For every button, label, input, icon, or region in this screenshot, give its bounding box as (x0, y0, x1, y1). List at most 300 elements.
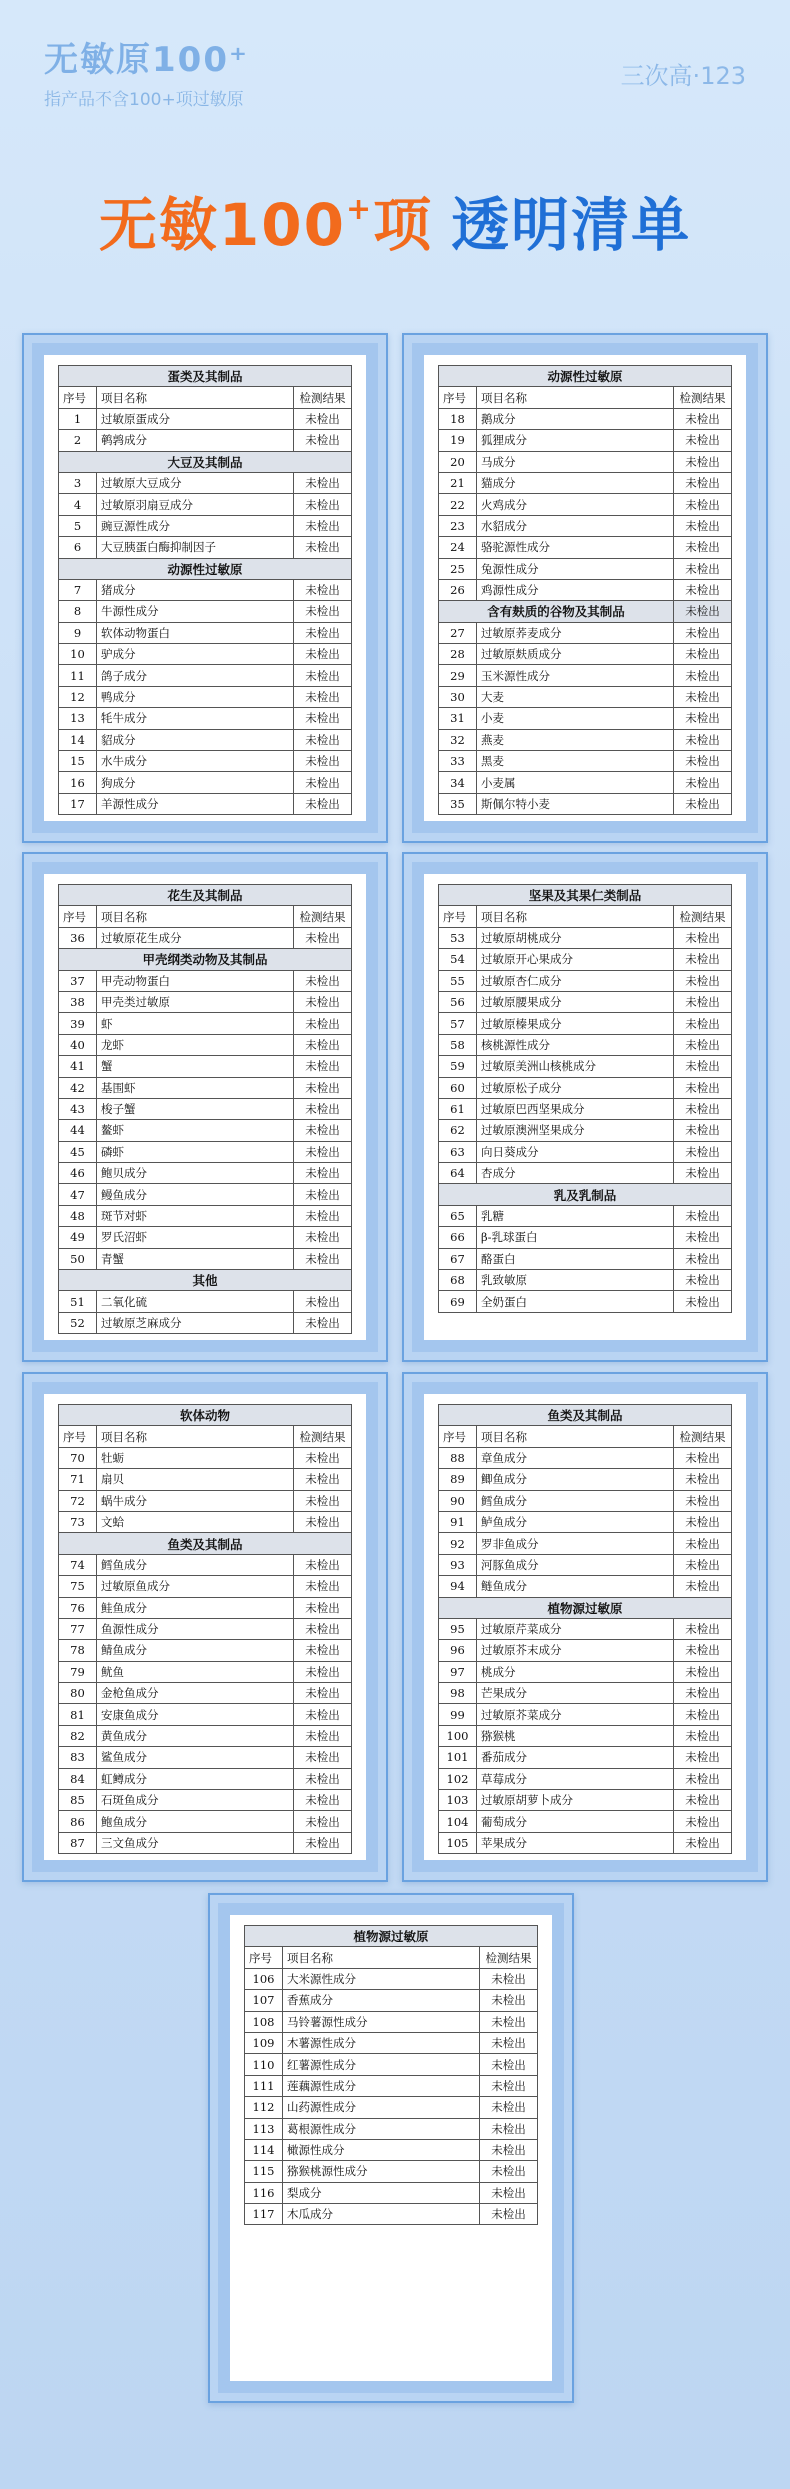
row-result: 未检出 (674, 991, 732, 1012)
section-row (439, 601, 732, 622)
row-result: 未检出 (294, 1661, 352, 1682)
table-row (59, 537, 352, 558)
table-row (59, 472, 352, 493)
row-item-name: 过敏原麸质成分 (477, 644, 674, 665)
row-result: 未检出 (480, 2032, 538, 2053)
table-row (439, 537, 732, 558)
row-item-name: 鲨鱼成分 (97, 1747, 294, 1768)
table-row (439, 793, 732, 814)
row-number: 4 (59, 494, 97, 515)
row-result: 未检出 (674, 1248, 732, 1269)
row-result: 未检出 (294, 1618, 352, 1639)
row-item-name: 安康鱼成分 (97, 1704, 294, 1725)
row-number: 95 (439, 1618, 477, 1639)
row-number: 87 (59, 1832, 97, 1853)
row-number: 1 (59, 408, 97, 429)
row-item-name: 鳌虾 (97, 1120, 294, 1141)
table-row (245, 2075, 538, 2096)
table-row (59, 927, 352, 948)
page-title (0, 178, 790, 262)
row-item-name: 牡蛎 (97, 1447, 294, 1468)
row-number: 37 (59, 970, 97, 991)
table-row (59, 1725, 352, 1746)
row-number: 60 (439, 1077, 477, 1098)
allergen-card-7 (208, 1893, 574, 2403)
row-number: 35 (439, 793, 477, 814)
row-item-name: 牛源性成分 (97, 601, 294, 622)
row-item-name: 基围虾 (97, 1077, 294, 1098)
row-number: 76 (59, 1597, 97, 1618)
row-result: 未检出 (674, 1533, 732, 1554)
row-result: 未检出 (674, 772, 732, 793)
table-row (245, 2139, 538, 2160)
section-title: 软体动物 (59, 1405, 352, 1426)
table-row (59, 1511, 352, 1532)
row-item-name: 过敏原蛋成分 (97, 408, 294, 429)
row-item-name: 桃成分 (477, 1661, 674, 1682)
row-number: 18 (439, 408, 477, 429)
table-row (245, 2011, 538, 2032)
row-number: 66 (439, 1227, 477, 1248)
row-result: 未检出 (674, 451, 732, 472)
row-item-name: 莲藕源性成分 (283, 2075, 480, 2096)
table-row (439, 622, 732, 643)
row-result: 未检出 (294, 970, 352, 991)
row-result: 未检出 (674, 644, 732, 665)
table-row (59, 751, 352, 772)
row-number: 90 (439, 1490, 477, 1511)
table-row (439, 1747, 732, 1768)
section-row (59, 451, 352, 472)
row-number: 107 (245, 1990, 283, 2011)
row-result: 未检出 (294, 472, 352, 493)
table-row (59, 970, 352, 991)
row-number: 3 (59, 472, 97, 493)
row-result: 未检出 (294, 1034, 352, 1055)
row-number: 2 (59, 430, 97, 451)
table-row (245, 1990, 538, 2011)
row-number: 30 (439, 686, 477, 707)
row-number: 75 (59, 1576, 97, 1597)
row-item-name: 青蟹 (97, 1248, 294, 1269)
row-number: 41 (59, 1056, 97, 1077)
row-number: 106 (245, 1968, 283, 1989)
table-row (439, 1447, 732, 1468)
column-header-row (439, 906, 732, 927)
table-row (59, 1227, 352, 1248)
table-row (59, 1291, 352, 1312)
row-item-name: 酪蛋白 (477, 1248, 674, 1269)
row-result: 未检出 (294, 1205, 352, 1226)
table-row (59, 1704, 352, 1725)
row-result: 未检出 (294, 515, 352, 536)
row-number: 115 (245, 2161, 283, 2182)
row-item-name: 葡萄成分 (477, 1811, 674, 1832)
row-item-name: 水牛成分 (97, 751, 294, 772)
row-item-name: 兔源性成分 (477, 558, 674, 579)
row-number: 57 (439, 1013, 477, 1034)
row-item-name: 过敏原芹菜成分 (477, 1618, 674, 1639)
row-number: 65 (439, 1205, 477, 1226)
row-number: 82 (59, 1725, 97, 1746)
row-result: 未检出 (674, 558, 732, 579)
table-row (59, 1747, 352, 1768)
row-number: 104 (439, 1811, 477, 1832)
row-result: 未检出 (294, 991, 352, 1012)
row-item-name: 过敏原开心果成分 (477, 949, 674, 970)
row-item-name: 核桃源性成分 (477, 1034, 674, 1055)
column-header-name: 项目名称 (477, 1426, 674, 1447)
row-number: 80 (59, 1683, 97, 1704)
table-row (59, 665, 352, 686)
column-header-row (439, 1426, 732, 1447)
table-row (439, 1077, 732, 1098)
column-header-no: 序号 (59, 1426, 97, 1447)
section-title: 其他 (59, 1270, 352, 1291)
row-result: 未检出 (674, 579, 732, 600)
table-row (59, 494, 352, 515)
row-item-name: 过敏原胡萝卜成分 (477, 1790, 674, 1811)
table-row (59, 1312, 352, 1333)
row-number: 97 (439, 1661, 477, 1682)
table-row (59, 1554, 352, 1575)
allergen-table (438, 884, 732, 1313)
row-result: 未检出 (294, 1469, 352, 1490)
row-number: 71 (59, 1469, 97, 1490)
table-row (59, 1597, 352, 1618)
row-number: 73 (59, 1511, 97, 1532)
row-item-name: 乳致敏原 (477, 1270, 674, 1291)
table-row (59, 686, 352, 707)
row-result: 未检出 (674, 622, 732, 643)
row-result: 未检出 (674, 1469, 732, 1490)
row-item-name: 山药源性成分 (283, 2097, 480, 2118)
allergen-table (438, 365, 732, 815)
section-row (59, 885, 352, 906)
row-number: 92 (439, 1533, 477, 1554)
table-row (439, 1469, 732, 1490)
row-item-name: 黑麦 (477, 751, 674, 772)
table-row (59, 772, 352, 793)
table-row (439, 665, 732, 686)
section-title: 大豆及其制品 (59, 451, 352, 472)
row-item-name: 苹果成分 (477, 1832, 674, 1853)
row-result: 未检出 (294, 1790, 352, 1811)
table-row (245, 2054, 538, 2075)
row-number: 68 (439, 1270, 477, 1291)
row-item-name: 羊源性成分 (97, 793, 294, 814)
row-result: 未检出 (294, 644, 352, 665)
row-result: 未检出 (294, 729, 352, 750)
table-row (59, 1184, 352, 1205)
row-item-name: 貂成分 (97, 729, 294, 750)
table-row (59, 1034, 352, 1055)
row-number: 50 (59, 1248, 97, 1269)
table-row (439, 579, 732, 600)
row-number: 36 (59, 927, 97, 948)
row-result: 未检出 (294, 751, 352, 772)
row-result: 未检出 (294, 1683, 352, 1704)
row-item-name: 木薯源性成分 (283, 2032, 480, 2053)
row-result: 未检出 (294, 579, 352, 600)
column-header-row (59, 1426, 352, 1447)
row-item-name: 过敏原大豆成分 (97, 472, 294, 493)
row-item-name: 梭子蟹 (97, 1098, 294, 1119)
row-result: 未检出 (674, 1490, 732, 1511)
table-row (439, 1227, 732, 1248)
allergen-card-4 (402, 852, 768, 1362)
section-title: 坚果及其果仁类制品 (439, 885, 732, 906)
row-number: 42 (59, 1077, 97, 1098)
column-header-row (245, 1947, 538, 1968)
row-result: 未检出 (674, 729, 732, 750)
allergen-card-6 (402, 1372, 768, 1882)
allergen-card-5 (22, 1372, 388, 1882)
row-item-name: 三文鱼成分 (97, 1832, 294, 1853)
row-result: 未检出 (674, 1832, 732, 1853)
row-number: 11 (59, 665, 97, 686)
row-number: 88 (439, 1447, 477, 1468)
row-number: 23 (439, 515, 477, 536)
row-number: 27 (439, 622, 477, 643)
row-item-name: 软体动物蛋白 (97, 622, 294, 643)
row-item-name: 鸡源性成分 (477, 579, 674, 600)
column-header-no: 序号 (439, 906, 477, 927)
row-number: 34 (439, 772, 477, 793)
row-result: 未检出 (480, 2161, 538, 2182)
section-row (439, 1405, 732, 1426)
row-result: 未检出 (674, 494, 732, 515)
column-header-row (59, 387, 352, 408)
table-row (439, 729, 732, 750)
row-number: 21 (439, 472, 477, 493)
row-number: 70 (59, 1447, 97, 1468)
row-result: 未检出 (674, 1163, 732, 1184)
section-row (59, 1405, 352, 1426)
table-row (59, 1205, 352, 1226)
row-item-name: 过敏原芥菜成分 (477, 1704, 674, 1725)
row-item-name: 磷虾 (97, 1141, 294, 1162)
column-header-no: 序号 (245, 1947, 283, 1968)
table-row (59, 1098, 352, 1119)
row-result: 未检出 (294, 1811, 352, 1832)
row-result: 未检出 (480, 2118, 538, 2139)
table-row (59, 1811, 352, 1832)
row-number: 117 (245, 2204, 283, 2225)
row-item-name: 鲈鱼成分 (477, 1511, 674, 1532)
row-number: 113 (245, 2118, 283, 2139)
table-row (439, 1618, 732, 1639)
row-result: 未检出 (674, 1205, 732, 1226)
section-title: 动源性过敏原 (439, 366, 732, 387)
row-result: 未检出 (294, 1227, 352, 1248)
row-item-name: 大麦 (477, 686, 674, 707)
row-result: 未检出 (674, 793, 732, 814)
table-row (439, 1205, 732, 1226)
row-result: 未检出 (294, 1768, 352, 1789)
row-item-name: 斯佩尔特小麦 (477, 793, 674, 814)
section-row (59, 558, 352, 579)
row-number: 15 (59, 751, 97, 772)
row-result: 未检出 (674, 1811, 732, 1832)
table-row (245, 2204, 538, 2225)
row-item-name: 乳糖 (477, 1205, 674, 1226)
row-item-name: 鹌鹑成分 (97, 430, 294, 451)
row-result: 未检出 (294, 1056, 352, 1077)
column-header-result: 检测结果 (674, 387, 732, 408)
section-title: 植物源过敏原 (245, 1926, 538, 1947)
row-result: 未检出 (294, 601, 352, 622)
allergen-card-1 (22, 333, 388, 843)
row-number: 108 (245, 2011, 283, 2032)
row-result: 未检出 (294, 430, 352, 451)
row-number: 99 (439, 1704, 477, 1725)
row-number: 49 (59, 1227, 97, 1248)
table-row (439, 1725, 732, 1746)
row-result: 未检出 (674, 408, 732, 429)
column-header-name: 项目名称 (477, 906, 674, 927)
table-row (59, 1683, 352, 1704)
row-number: 12 (59, 686, 97, 707)
row-result: 未检出 (294, 1490, 352, 1511)
table-row (59, 1447, 352, 1468)
table-row (439, 1832, 732, 1853)
row-result: 未检出 (674, 751, 732, 772)
table-row (59, 1013, 352, 1034)
row-number: 5 (59, 515, 97, 536)
row-item-name: 过敏原花生成分 (97, 927, 294, 948)
row-result: 未检出 (294, 1077, 352, 1098)
table-row (59, 1141, 352, 1162)
section-row (59, 366, 352, 387)
row-number: 56 (439, 991, 477, 1012)
row-item-name: 草莓成分 (477, 1768, 674, 1789)
section-title: 鱼类及其制品 (59, 1533, 352, 1554)
table-row (59, 1469, 352, 1490)
section-row (439, 885, 732, 906)
row-item-name: 过敏原巴西坚果成分 (477, 1098, 674, 1119)
row-result: 未检出 (294, 1248, 352, 1269)
row-item-name: 葛根源性成分 (283, 2118, 480, 2139)
table-row (439, 708, 732, 729)
row-item-name: 罗非鱼成分 (477, 1533, 674, 1554)
row-result: 未检出 (674, 1098, 732, 1119)
table-row (439, 991, 732, 1012)
row-result: 未检出 (674, 1554, 732, 1575)
row-item-name: 向日葵成分 (477, 1141, 674, 1162)
row-result: 未检出 (674, 1511, 732, 1532)
row-item-name: 黄鱼成分 (97, 1725, 294, 1746)
section-row (439, 1184, 732, 1205)
row-result: 未检出 (480, 1968, 538, 1989)
table-row (59, 1576, 352, 1597)
row-item-name: 红薯源性成分 (283, 2054, 480, 2075)
row-item-name: 过敏原胡桃成分 (477, 927, 674, 948)
title-orange: 无敏100 (98, 191, 346, 259)
row-result: 未检出 (674, 1227, 732, 1248)
row-number: 20 (439, 451, 477, 472)
row-number: 109 (245, 2032, 283, 2053)
table-row (59, 1120, 352, 1141)
row-item-name: 马成分 (477, 451, 674, 472)
row-item-name: 过敏原榛果成分 (477, 1013, 674, 1034)
row-item-name: 火鸡成分 (477, 494, 674, 515)
row-number: 52 (59, 1312, 97, 1333)
row-item-name: 过敏原腰果成分 (477, 991, 674, 1012)
row-number: 40 (59, 1034, 97, 1055)
row-item-name: 鳕鱼成分 (97, 1554, 294, 1575)
table-row (59, 1832, 352, 1853)
row-result: 未检出 (674, 708, 732, 729)
row-result: 未检出 (294, 927, 352, 948)
column-header-result: 检测结果 (294, 906, 352, 927)
table-row (439, 1511, 732, 1532)
table-row (59, 430, 352, 451)
row-number: 112 (245, 2097, 283, 2118)
row-item-name: 过敏原澳洲坚果成分 (477, 1120, 674, 1141)
row-item-name: 河豚鱼成分 (477, 1554, 674, 1575)
row-number: 94 (439, 1576, 477, 1597)
allergen-table (438, 1404, 732, 1854)
table-row (245, 2182, 538, 2203)
row-result: 未检出 (674, 1056, 732, 1077)
row-result: 未检出 (674, 665, 732, 686)
column-header-result: 检测结果 (294, 1426, 352, 1447)
row-item-name: 鲭鱼成分 (97, 1640, 294, 1661)
section-row (59, 949, 352, 970)
row-item-name: 文蛤 (97, 1511, 294, 1532)
row-result: 未检出 (674, 1768, 732, 1789)
column-header-no: 序号 (59, 906, 97, 927)
allergen-card-2 (402, 333, 768, 843)
row-number: 33 (439, 751, 477, 772)
row-result: 未检出 (674, 970, 732, 991)
row-item-name: 龙虾 (97, 1034, 294, 1055)
row-item-name: 蜗牛成分 (97, 1490, 294, 1511)
row-number: 93 (439, 1554, 477, 1575)
table-row (439, 1576, 732, 1597)
row-result: 未检出 (294, 1832, 352, 1853)
row-number: 19 (439, 430, 477, 451)
row-item-name: 鱼源性成分 (97, 1618, 294, 1639)
row-item-name: 驴成分 (97, 644, 294, 665)
row-item-name: 过敏原芥末成分 (477, 1640, 674, 1661)
row-number: 8 (59, 601, 97, 622)
column-header-result: 检测结果 (674, 906, 732, 927)
row-number: 54 (439, 949, 477, 970)
table-row (439, 1490, 732, 1511)
row-result: 未检出 (674, 1576, 732, 1597)
row-result: 未检出 (294, 1447, 352, 1468)
table-row (59, 708, 352, 729)
row-result: 未检出 (480, 1990, 538, 2011)
table-row (59, 1640, 352, 1661)
table-row (245, 2118, 538, 2139)
row-number: 17 (59, 793, 97, 814)
row-result: 未检出 (294, 1120, 352, 1141)
row-number: 61 (439, 1098, 477, 1119)
row-item-name: 番茄成分 (477, 1747, 674, 1768)
row-result: 未检出 (674, 949, 732, 970)
column-header-result: 检测结果 (294, 387, 352, 408)
row-result: 未检出 (480, 2139, 538, 2160)
table-row (439, 751, 732, 772)
table-row (59, 1163, 352, 1184)
row-result: 未检出 (294, 1576, 352, 1597)
table-row (245, 2097, 538, 2118)
row-item-name: 猫成分 (477, 472, 674, 493)
row-number: 59 (439, 1056, 477, 1077)
